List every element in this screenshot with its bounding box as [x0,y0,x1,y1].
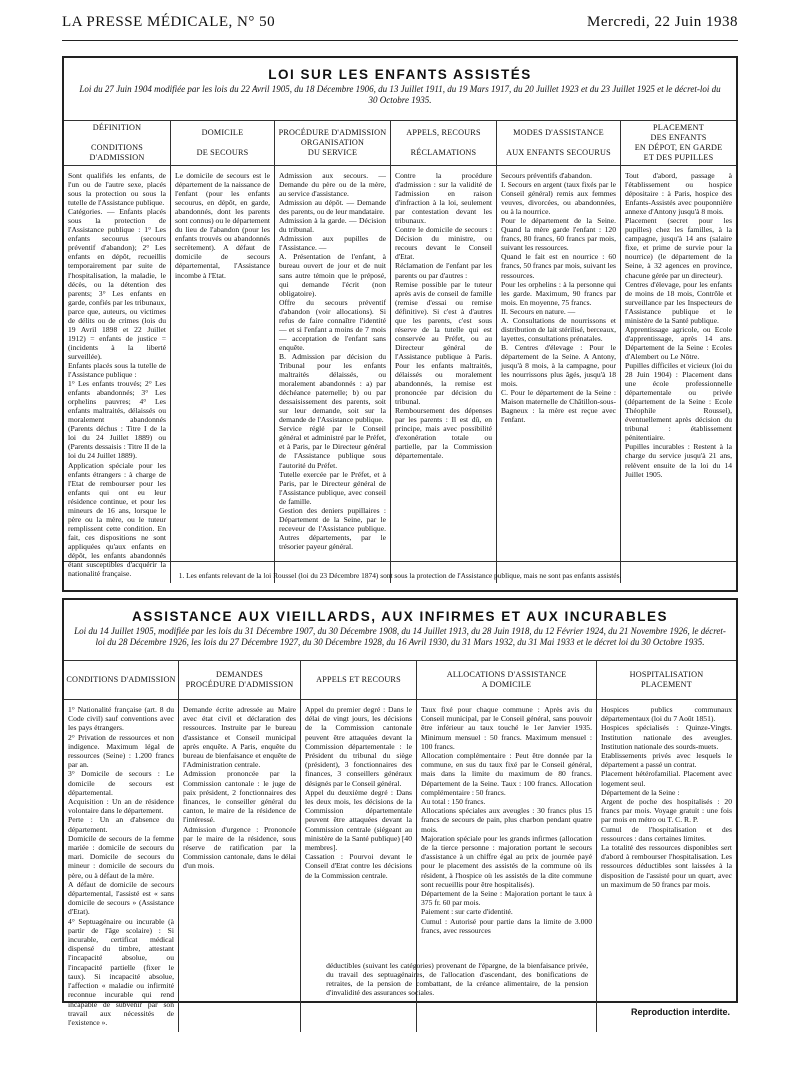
column-body: Appel du premier degré : Dans le délai de vingt jours, les décisions de la Commission cantonale peuvent être attaquées devant la Commission départementale : le Président du tribunal du siège (président), 3 fonctionnaires des finances, 3 conseillers généraux désignés par le Conseil général. Appel du deuxième degré : Dans les deux mois, les décisions de la Commission départementale peuvent être attaquées devant la Commission centrale (siégeant au ministère de la Santé publique) [40 membres]. Cassation : Pourvoi devant le Conseil d'Etat contre les décisions de la Commission centrale. [305,705,412,880]
column-header: DOMICILE DE SECOURS [171,120,274,166]
section1-title: LOI SUR LES ENFANTS ASSISTÉS [268,67,532,82]
column-modes-assistance [496,120,620,583]
section2-title: ASSISTANCE AUX VIEILLARDS, AUX INFIRMES ET AUX INCURABLES [131,609,669,624]
column-appels [390,120,496,583]
section1-law: Loi du 27 Juin 1904 modifiée par les lois du 22 Avril 1905, du 18 Décembre 1906, du 13 Juillet 1911, du 19 Mars 1917, du 20 Juillet 1923 et du 23 Juillet 1925 et le décret-loi du 30 Octobre 1935. [79,84,721,105]
column-header: DÉFINITION CONDITIONS D'ADMISSION [64,120,170,166]
reproduction-notice: Reproduction interdite. [631,1007,730,1017]
column-body: Taux fixé pour chaque commune : Après avis du Conseil municipal, par le Conseil général, sans pouvoir être inférieur au taux touché le 1er Janvier 1935. Minimum mensuel : 50 francs. Maximum mensuel : 100 francs. Allocation complémentaire : Peut être donnée par la commune, en sus du taux fixé par le Conseil général, mais dans la limite du maximum de 80 francs. Département de la Seine. Taux : 100 francs. Allocation complémentaire : 50 francs. Au total : 150 francs. Allocations spéciales aux aveugles : 30 francs plus 15 francs de secours de pain, plus charbon pendant quatre mois. Majoration spéciale pour les grands infirmes (allocation de la tierce personne : majoration portant le secours d'assistance à un chiffre égal au prix de journée payé pour le placement des assistés de la commune où ils résident, à l'hospice où les assistés de la dite commune sont recueillis pour être hospitalisés). Département de la Seine : Majoration portant le taux à 375 fr. 60 par mois. Paiement : sur carte d'identité. Cumul : Autorisé pour partie dans la limite de 3.000 francs, avec ressources [421,705,592,935]
column-body: Tout d'abord, passage à l'établissement ou hospice dépositaire : à Paris, hospice des Enfants-Assistés avec pouponnière annexe d'Antony jusqu'à 8 mois. Placement (secret pour les pupilles) chez les familles, à la campagne, jusqu'à 14 ans (salaire fixe, et prime de survie pour la nourrice) (le département de la Seine, à 32 agences en province, chacune gérée par un directeur). Centres d'élevage, pour les enfants de moins de 18 mois, Contrôle et surveillance par les Inspecteurs de l'Assistance publique et le ministère de la Santé publique. Apprentissage agricole, ou Ecole d'apprentissage, après 14 ans. Département de la Seine : Ecoles d'Alembert ou Le Nôtre. Pupilles difficiles et vicieux (loi du 28 Juin 1904) : Placement dans une école professionnelle départementale ou privée (département de la Seine : Ecole Théophile Roussel), éventuellement après décision du tribunal : établissement pénitentiaire. Pupilles incurables : Restent à la charge du service jusqu'à 21 ans, relèvent ensuite de la loi du 14 Juillet 1905. [625,171,732,479]
column-conditions [64,660,178,1032]
column-definition [64,120,170,583]
column-header: ALLOCATIONS D'ASSISTANCE A DOMICILE [417,660,596,700]
column-header: DEMANDES PROCÉDURE D'ADMISSION [179,660,300,700]
header-rule [62,40,738,41]
column-header: APPELS ET RECOURS [301,660,416,700]
column-header: PLACEMENT DES ENFANTS EN DÉPOT, EN GARDE ET DES PUPILLES [621,120,736,166]
column-domicile [170,120,274,583]
column-hospitalisation [596,660,736,1032]
footnote: 1. Les enfants relevant de la loi Roussel (loi du 23 Décembre 1874) sont sous la protection de l'Assistance publique, mais ne sont pas enfants assistés. [64,561,736,590]
column-header: APPELS, RECOURS RÉCLAMATIONS [391,120,496,166]
column-demandes [178,660,300,1032]
enfants-assistes-table [62,56,738,592]
column-header: PROCÉDURE D'ADMISSION ORGANISATION DU SERVICE [275,120,390,166]
column-body: Admission aux secours. — Demande du père ou de la mère, au service d'assistance. Admission au dépôt. — Demande des parents, ou de leur mandataire. Admission à la garde. — Décision du tribunal. Admission aux pupilles de l'Assistance. — A. Présentation de l'enfant, à bureau ouvert de jour et de nuit sans autre témoin que le préposé, qui demande l'écrit (non obligatoire). Offre du secours préventif d'abandon (voir allocations). Si refus de faire connaître l'identité — et si l'enfant a moins de 7 mois — acceptation de l'enfant sans enquête. B. Admission par décision du Tribunal pour les enfants maltraités délaissés, ou moralement abandonnés : a) par déchéance paternelle; b) ou par dessaisissement des parents, soit sur leur demande, soit sur la demande de l'Assistance publique. Service réglé par le Conseil général et administré par le Préfet, et à Paris, par le Directeur général de l'Assistance publique sous l'autorité du Préfet. Tutelle exercée par le Préfet, et à Paris, par le Directeur général de l'Assistance publique, avec conseil de famille. Gestion des deniers pupillaires : Département de la Seine, par le receveur de l'Assistance publique. Autres départements, par le trésorier payeur général. [279,171,386,551]
column-body: Le domicile de secours est le département de la naissance de l'enfant (pour les enfants secourus, en dépôt, en garde, abandonnés, dont les parents sont connus) ou le département du lieu de l'abandon (pour les enfants trouvés ou abandonnés secrètement). A défaut de domicile de secours départemental, l'Assistance incombe à l'Etat. [175,171,270,280]
column-header: MODES D'ASSISTANCE AUX ENFANTS SECOURUS [497,120,620,166]
column-body: 1° Nationalité française (art. 8 du Code civil) sauf conventions avec les pays étrangers. 2° Privation de ressources et non indigence. Maximum légal de ressources (Seine) : 1.200 francs par an. 3° Domicile de secours : Le domicile de secours est départemental. Acquisition : Un an de résidence volontaire dans le département. Perte : Un an d'absence du département. Domicile de secours de la femme mariée : domicile de secours du mari. Domicile de secours du mineur : domicile de secours du père, ou à défaut de la mère. A défaut de domicile de secours départemental, l'assisté est « sans domicile de secours » (Assistance d'Etat). 4° Septuagénaire ou incurable (à partir de l'âge scolaire) : Si incurable, certificat médical dispensé du timbre, attestant l'incapacité absolue, ou l'incapacité partielle (fixer le taux). Si incapacité absolue, l'affection « maladie ou infirmité reconnue incurable qui rend incapable de subvenir par son travail aux nécessités de l'existence ». [68,705,174,1027]
column-body: Contre la procédure d'admission : sur la validité de l'admission en raison d'infraction à la loi, seulement par contestation devant les tribunaux. Contre le domicile de secours : Décision du ministre, ou recours devant le Conseil d'Etat. Réclamation de l'enfant par les parents ou par d'autres : Remise possible par le tuteur après avis de conseil de famille (remise d'essai ou remise définitive). Si c'est à d'autres que les parents, c'est sous réserve de la tutelle qui est conservée au Préfet, ou au Directeur général de l'Assistance publique à Paris. Pour les enfants maltraités, délaissés ou moralement abandonnés, la remise est prononcée par décision du tribunal. Remboursement des dépenses par les parents : Il est dû, en principe, mais avec possibilité d'exonération totale ou partielle, par la Commission départementale. [395,171,492,461]
section2-law: Loi du 14 Juillet 1905, modifiée par les lois du 31 Décembre 1907, du 30 Décembre 1908, du 14 Juillet 1913, du 28 Juin 1918, du 12 Février 1924, du 21 Novembre 1926, le décret-loi du 28 Décembre 1926, les lois du 27 Décembre 1927, du 30 Décembre 1928, du 16 Avril 1930, du 31 Mars 1932, du 31 Mai 1933 et le décret loi du 30 Octobre 1935. [74,626,726,647]
page-header [62,14,738,36]
column-placement [620,120,736,583]
column-body: Sont qualifiés les enfants, de l'un ou de l'autre sexe, placés sous la protection ou sous la tutelle de l'Assistance publique. Catégories. — Enfants placés sous la protection de l'Assistance publique : 1° Les enfants secourus (secours préventif d'abandon); 2° Les enfants en dépôt, recueillis temporairement par suite de l'hospitalisation, la maladie, le décès, ou la détention des parents; 3° Les enfants en garde, confiés par les tribunaux, parce que, auteurs, ou victimes de délits ou de crimes (lois du 19 Avril 1898 et 22 Juillet 1912) = enfants de justice = (incidents à la liberté surveillée). Enfants placés sous la tutelle de l'Assistance publique : 1° Les enfants trouvés; 2° Les enfants abandonnés; 3° Les orphelins pauvres; 4° Les enfants maltraités, délaissés ou moralement abandonnés (Parents déchus : Titre I de la loi du 24 Juillet 1889) ou (Parents dessaisis : Titre II de la loi du 24 Juillet 1889). Application spéciale pour les enfants étrangers : à charge de l'Etat de rembourser pour les enfants qui ont eu leur résidence continue, et pour les mineurs de 16 ans, lorsque le père ou la mère, ou le tuteur remplissent cette condition. En fait, ces dispositions ne sont appliquées qu'aux enfants en dépôt, les enfants abandonnés étant susceptibles d'acquérir la nationalité française. [68,171,166,579]
column-body: Demande écrite adressée au Maire avec état civil et déclaration des ressources. Instruite par le bureau d'assistance et Conseil municipal après enquête. A Paris, enquête du bureau de bienfaisance et enquête de l'Administration centrale. Admission prononcée par la Commission cantonale : le juge de paix président, 2 fonctionnaires des finances, le conseiller général du canton, le maire de la résidence de l'intéressé. Admission d'urgence : Prononcée par le maire de la résidence, sous réserve de ratification par la Commission cantonale, dans le délai d'un mois. [183,705,296,871]
journal-title: LA PRESSE MÉDICALE, N° 50 [62,14,276,30]
column-header: HOSPITALISATION PLACEMENT [597,660,736,700]
column-body: Secours préventifs d'abandon. I. Secours en argent (taux fixés par le Conseil général) remis aux femmes veuves, divorcées, ou abandonnées, ou à la nourrice. Pour le département de la Seine. Quand la mère garde l'enfant : 120 francs, 80 francs, 60 francs par mois, suivant les ressources. Quand le fait est en nourrice : 60 francs, 50 francs par mois, suivant les ressources. Pour les orphelins : à la personne qui les garde. Maximum, 90 francs par mois. En moyenne, 75 francs. II. Secours en nature. — A. Consultations de nourrissons et distribution de lait stérilisé, berceaux, layettes, consultations prénatales. B. Centres d'élevage : Pour le département de la Seine. A Antony, jusqu'à 8 mois, à la campagne, pour les nourrissons plus âgés, jusqu'à 18 mois. C. Pour le département de la Seine : Maison maternelle de Châtillon-sous-Bagneux : la mère est reçue avec l'enfant. [501,171,616,425]
issue-date: Mercredi, 22 Juin 1938 [587,14,738,30]
allocations-continuation: déductibles (suivant les catégories) provenant de l'épargne, de la bienfaisance privée, du travail des septuagénaires, de l'allocation d'ascendant, des bonifications de retraites, de la pension de combattant, de la créance alimentaire, de la pension d'invalidité des assurances sociales. [326,961,589,997]
column-procedure [274,120,390,583]
column-header: CONDITIONS D'ADMISSION [64,660,178,700]
column-body: Hospices publics communaux départementaux (loi du 7 Août 1851). Hospices spécialisés : Quinze-Vingts. Institution nationale des aveugles. Institution nationale des sourds-muets. Etablissements privés avec lesquels le département a passé un contrat. Placement hétérofamilial. Placement avec logement seul. Département de la Seine : Argent de poche des hospitalisés : 20 francs par mois. Voyage gratuit : une fois par mois en métro ou T. C. R. P. Cumul de l'hospitalisation et des ressources : dans certaines limites. La totalité des ressources disponibles sert d'abord à rembourser l'hospitalisation. Les ressources déductibles sont laissées à la disposition de l'assisté pour un quart, avec un maximum de 50 francs par mois. [601,705,732,889]
